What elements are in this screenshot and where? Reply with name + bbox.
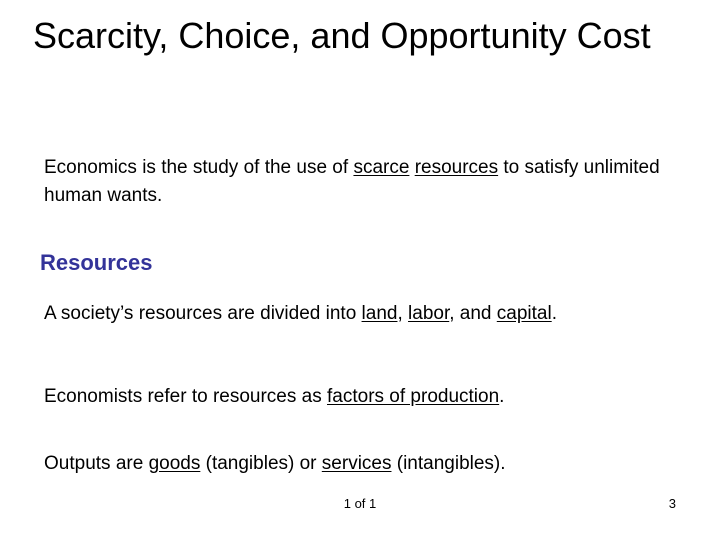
term-labor: labor xyxy=(408,303,450,324)
outputs-text-2: (tangibles) or xyxy=(200,453,322,474)
slide-title: Scarcity, Choice, and Opportunity Cost xyxy=(33,15,651,56)
section-heading-resources: Resources xyxy=(40,250,153,275)
term-resources: resources xyxy=(414,157,499,178)
outputs-text-1: Outputs are xyxy=(44,453,149,474)
factors-paragraph xyxy=(44,383,684,411)
intro-paragraph xyxy=(44,154,684,210)
term-capital: capital xyxy=(496,303,552,324)
intro-text-1: Economics is the study of the use of xyxy=(44,157,354,178)
term-goods: goods xyxy=(148,453,201,474)
slide-number: 3 xyxy=(668,496,676,511)
page-indicator: 1 of 1 xyxy=(343,496,377,511)
resources-text-4: . xyxy=(551,303,557,324)
factors-text-1: Economists refer to resources as xyxy=(44,386,327,407)
outputs-text-3: (intangibles). xyxy=(391,453,506,474)
factors-text-2: . xyxy=(499,386,505,407)
resources-text-2: , xyxy=(397,303,409,324)
term-land: land xyxy=(361,303,398,324)
term-scarce: scarce xyxy=(353,157,410,178)
resources-paragraph xyxy=(44,300,714,328)
term-factors-of-production: factors of production xyxy=(327,386,500,407)
resources-text-3: , and xyxy=(449,303,497,324)
term-services: services xyxy=(321,453,392,474)
intro-text-3: to satisfy unlimited human wants. xyxy=(44,157,660,206)
outputs-paragraph xyxy=(44,450,684,478)
resources-text-1: A society’s resources are divided into xyxy=(44,303,362,324)
